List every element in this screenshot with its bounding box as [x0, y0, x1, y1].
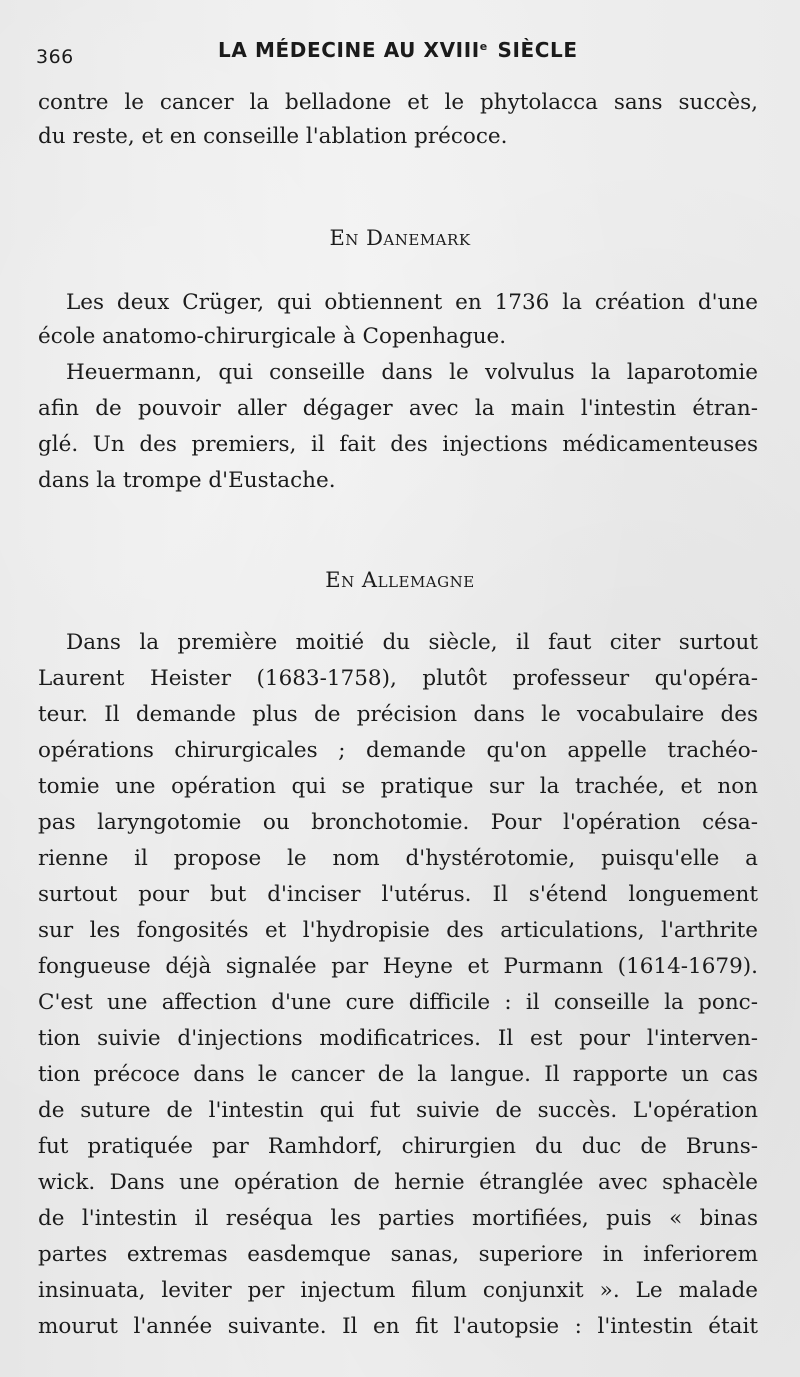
- running-title-end: SIÈCLE: [497, 38, 578, 62]
- text-line: mourut l'année suivante. Il en fit l'autopsie : l'intestin était: [38, 1314, 758, 1339]
- text-line: tion précoce dans le cancer de la langue. Il rapporte un cas: [38, 1062, 758, 1087]
- text-line: Les deux Crüger, qui obtiennent en 1736 la création d'une: [66, 290, 758, 315]
- text-line: sur les fongosités et l'hydropisie des articulations, l'arthrite: [38, 918, 758, 943]
- text-line: afin de pouvoir aller dégager avec la main l'intestin étran-: [38, 396, 758, 421]
- text-line: pas laryngotomie ou bronchotomie. Pour l'opération césa-: [38, 810, 758, 835]
- text-line: rienne il propose le nom d'hystérotomie, puisqu'elle a: [38, 846, 758, 871]
- text-line: dans la trompe d'Eustache.: [38, 468, 336, 493]
- text-line: teur. Il demande plus de précision dans le vocabulaire des: [38, 702, 758, 727]
- text-line: tion suivie d'injections modificatrices. Il est pour l'interven-: [38, 1026, 758, 1051]
- text-line: fongueuse déjà signalée par Heyne et Purmann (1614-1679).: [38, 954, 758, 979]
- text-line: du reste, et en conseille l'ablation précoce.: [38, 124, 508, 149]
- text-line: surtout pour but d'inciser l'utérus. Il s'étend longuement: [38, 882, 758, 907]
- running-head: [36, 34, 766, 74]
- text-line: partes extremas easdemque sanas, superiore in inferiorem: [38, 1242, 758, 1267]
- text-line: Dans la première moitié du siècle, il faut citer surtout: [66, 630, 758, 655]
- text-line: wick. Dans une opération de hernie étranglée avec sphacèle: [38, 1170, 758, 1195]
- text-line: de suture de l'intestin qui fut suivie de succès. L'opération: [38, 1098, 758, 1123]
- running-title: [218, 38, 578, 62]
- running-title-superscript: e: [479, 40, 488, 53]
- text-line: opérations chirurgicales ; demande qu'on appelle trachéo-: [38, 738, 758, 763]
- text-line: Heuermann, qui conseille dans le volvulus la laparotomie: [66, 360, 758, 385]
- section-heading-allemagne: En Allemagne: [325, 568, 475, 592]
- page-number: 366: [36, 46, 74, 68]
- text-line: Laurent Heister (1683-1758), plutôt professeur qu'opéra-: [38, 666, 758, 691]
- text-line: de l'intestin il reséqua les parties mortifiées, puis « binas: [38, 1206, 758, 1231]
- text-line: tomie une opération qui se pratique sur la trachée, et non: [38, 774, 758, 799]
- text-line: C'est une affection d'une cure difficile : il conseille la ponc-: [38, 990, 758, 1015]
- text-line: fut pratiquée par Ramhdorf, chirurgien du duc de Bruns-: [38, 1134, 758, 1159]
- text-line: insinuata, leviter per injectum filum conjunxit ». Le malade: [38, 1278, 758, 1303]
- section-heading-danemark: En Danemark: [329, 226, 471, 250]
- text-line: école anatomo-chirurgicale à Copenhague.: [38, 324, 507, 349]
- text-line: glé. Un des premiers, il fait des injections médicamenteuses: [38, 432, 758, 457]
- text-line: contre le cancer la belladone et le phytolacca sans succès,: [38, 90, 758, 115]
- running-title-main: LA MÉDECINE AU XVIII: [218, 38, 480, 62]
